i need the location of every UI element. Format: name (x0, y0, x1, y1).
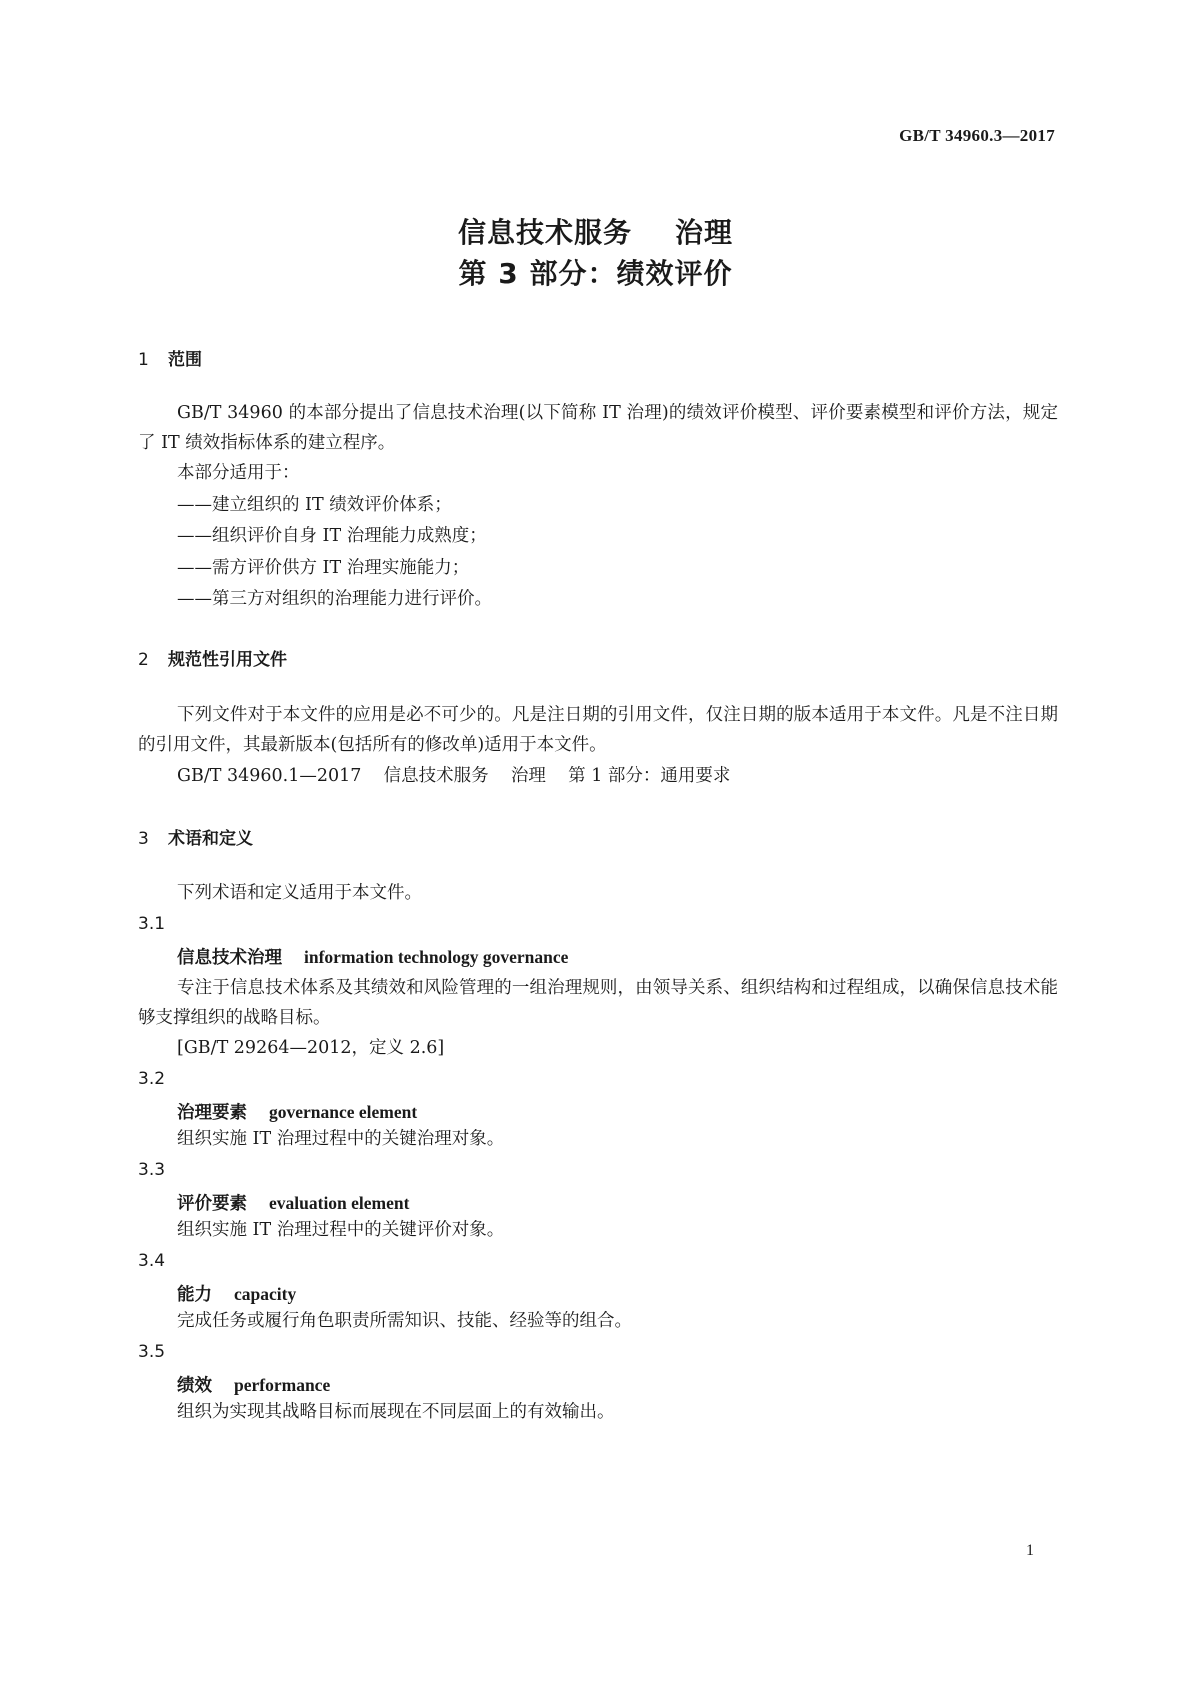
term-number: 3.1 (138, 914, 166, 934)
term-en: capacity (234, 1284, 297, 1304)
term-en: evaluation element (269, 1193, 410, 1213)
normative-reference: GB/T 34960.1—2017 信息技术服务 治理 第 1 部分：通用要求 (177, 766, 731, 786)
term-number: 3.4 (138, 1251, 166, 1271)
doc-title-line1: 信息技术服务 治理 (458, 216, 733, 249)
term-zh: 评价要素 (177, 1194, 247, 1214)
term-zh: 能力 (177, 1285, 212, 1305)
term-en: information technology governance (304, 947, 569, 967)
section-number: 2 (138, 650, 149, 670)
term-heading (177, 1099, 417, 1124)
term-definition: 专注于信息技术体系及其绩效和风险管理的一组治理规则，由领导关系、组织结构和过程组成，以确保信息技术能够支撑组织的战略目标。 (138, 978, 1058, 1028)
section-title: 范围 (168, 350, 202, 370)
page-number: 1 (1026, 1542, 1034, 1559)
term-number: 3.2 (138, 1069, 166, 1089)
term-source: [GB/T 29264—2012，定义 2.6] (177, 1038, 445, 1058)
section-1-applies: 本部分适用于： (177, 463, 300, 483)
section-number: 3 (138, 829, 149, 849)
term-definition: 完成任务或履行角色职责所需知识、技能、经验等的组合。 (177, 1311, 632, 1331)
term-heading (177, 1281, 296, 1306)
section-3-heading (138, 824, 253, 849)
section-3-intro: 下列术语和定义适用于本文件。 (177, 883, 422, 903)
section-2-heading (138, 645, 287, 670)
doc-title-line2: 第 3 部分：绩效评价 (458, 257, 733, 290)
list-item: ——建立组织的 IT 绩效评价体系； (177, 495, 452, 515)
section-2-intro: 下列文件对于本文件的应用是必不可少的。凡是注日期的引用文件，仅注日期的版本适用于本文件。凡是不注日期的引用文件，其最新版本(包括所有的修改单)适用于本文件。 (138, 705, 1058, 755)
term-definition: 组织为实现其战略目标而展现在不同层面上的有效输出。 (177, 1402, 615, 1422)
section-title: 术语和定义 (168, 829, 253, 849)
term-definition: 组织实施 IT 治理过程中的关键治理对象。 (177, 1129, 505, 1149)
term-zh: 信息技术治理 (177, 948, 282, 968)
term-heading (177, 944, 568, 969)
term-zh: 治理要素 (177, 1103, 247, 1123)
term-definition: 组织实施 IT 治理过程中的关键评价对象。 (177, 1220, 505, 1240)
section-title: 规范性引用文件 (168, 650, 287, 670)
term-heading (177, 1372, 330, 1397)
list-item: ——组织评价自身 IT 治理能力成熟度； (177, 526, 487, 546)
section-number: 1 (138, 350, 149, 370)
list-item: ——需方评价供方 IT 治理实施能力； (177, 558, 470, 578)
term-number: 3.3 (138, 1160, 166, 1180)
term-heading (177, 1190, 409, 1215)
term-zh: 绩效 (177, 1376, 212, 1396)
list-item: ——第三方对组织的治理能力进行评价。 (177, 589, 492, 609)
term-en: performance (234, 1375, 331, 1395)
term-number: 3.5 (138, 1342, 166, 1362)
section-1-heading (138, 345, 202, 370)
term-en: governance element (269, 1102, 418, 1122)
standard-code: GB/T 34960.3—2017 (899, 126, 1055, 145)
section-1-intro: GB/T 34960 的本部分提出了信息技术治理(以下简称 IT 治理)的绩效评价模型、评价要素模型和评价方法，规定了 IT 绩效指标体系的建立程序。 (138, 403, 1058, 453)
